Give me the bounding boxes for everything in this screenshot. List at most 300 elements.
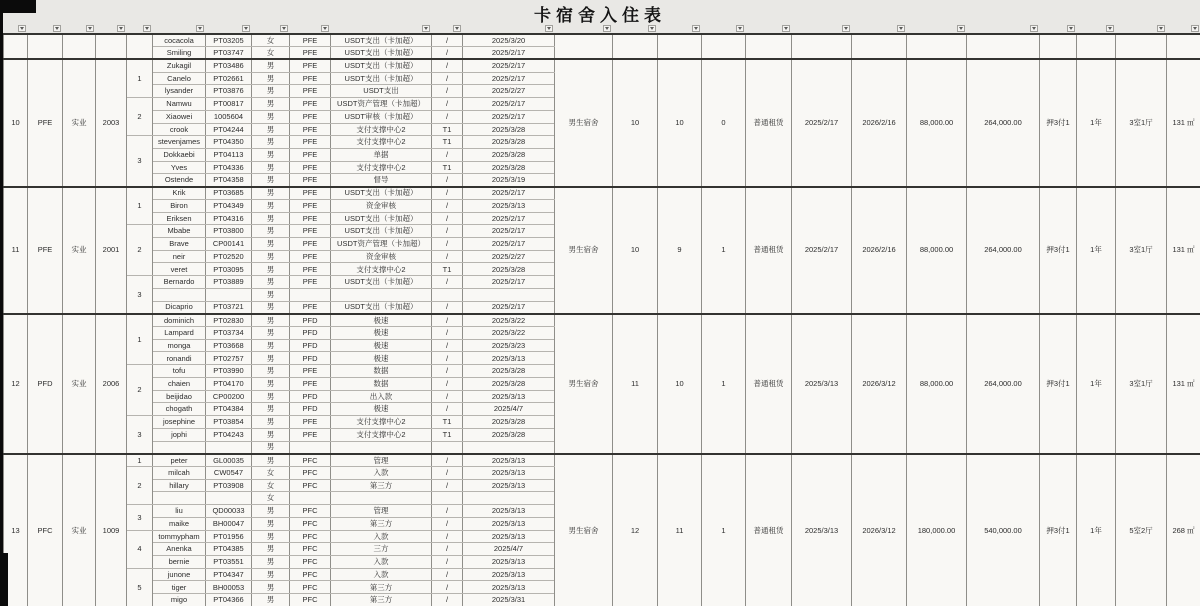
cell-join-date[interactable]: 2025/3/28 xyxy=(463,123,555,136)
cell-dorm-type[interactable]: 男生宿舍 xyxy=(555,187,613,314)
cell-total-amount[interactable]: 264,000.00 xyxy=(967,187,1040,314)
cell-join-date[interactable]: 2025/3/13 xyxy=(463,530,555,543)
filter-arrow-icon[interactable] xyxy=(1067,25,1075,32)
cell-t1[interactable]: / xyxy=(432,377,463,390)
cell-gender[interactable]: 男 xyxy=(252,161,290,174)
filter-arrow-icon[interactable] xyxy=(1030,25,1038,32)
cell-job[interactable]: USDT资产管理（卡加超） xyxy=(331,98,432,111)
cell-lease-start[interactable] xyxy=(792,34,852,59)
cell-biz-type[interactable] xyxy=(63,34,96,59)
cell-biz-type[interactable]: 实业 xyxy=(63,454,96,606)
cell-room-no[interactable]: 1009 xyxy=(96,454,127,606)
cell-id[interactable]: PT03205 xyxy=(206,34,252,47)
cell-occupied-count[interactable] xyxy=(658,34,702,59)
filter-arrow-icon[interactable] xyxy=(280,25,288,32)
cell-pay-terms[interactable]: 押3付1 xyxy=(1040,314,1077,454)
cell-id[interactable]: PT04366 xyxy=(206,594,252,606)
cell-name[interactable]: Brave xyxy=(153,238,206,251)
cell-lease-type[interactable]: 普通租赁 xyxy=(746,59,792,186)
cell-name[interactable]: josephine xyxy=(153,416,206,429)
cell-job[interactable]: 支付支撑中心2 xyxy=(331,428,432,441)
cell-t1[interactable]: / xyxy=(432,276,463,289)
filter-arrow-icon[interactable] xyxy=(321,25,329,32)
cell-id[interactable]: PT02830 xyxy=(206,314,252,327)
cell-gender[interactable]: 女 xyxy=(252,34,290,47)
cell-job[interactable]: 出入款 xyxy=(331,390,432,403)
cell-job[interactable]: 单据 xyxy=(331,148,432,161)
cell-job[interactable]: USDT支出（卡加超） xyxy=(331,47,432,60)
cell-id[interactable]: PT03095 xyxy=(206,263,252,276)
cell-vacant-count[interactable]: 1 xyxy=(702,454,746,606)
cell-dept[interactable]: PFC xyxy=(290,517,331,530)
cell-t1[interactable]: / xyxy=(432,148,463,161)
cell-dept[interactable] xyxy=(290,288,331,301)
cell-t1[interactable]: / xyxy=(432,98,463,111)
cell-join-date[interactable] xyxy=(463,288,555,301)
cell-name[interactable]: stevenjames xyxy=(153,136,206,149)
cell-total-amount[interactable] xyxy=(967,34,1040,59)
cell-name[interactable]: tommypham xyxy=(153,530,206,543)
cell-t1[interactable]: T1 xyxy=(432,416,463,429)
cell-dept[interactable]: PFC xyxy=(290,530,331,543)
cell-job[interactable]: USDT支出 xyxy=(331,85,432,98)
cell-gender[interactable]: 男 xyxy=(252,594,290,606)
cell-t1[interactable]: / xyxy=(432,59,463,72)
cell-name[interactable]: chaien xyxy=(153,377,206,390)
cell-lease-type[interactable] xyxy=(746,34,792,59)
cell-job[interactable]: 第三方 xyxy=(331,517,432,530)
cell-gender[interactable]: 男 xyxy=(252,276,290,289)
cell-dept[interactable]: PFC xyxy=(290,555,331,568)
cell-job[interactable]: USDT支出（卡加超） xyxy=(331,225,432,238)
cell-group-no[interactable]: 3 xyxy=(127,505,153,530)
cell-lease-start[interactable]: 2025/2/17 xyxy=(792,187,852,314)
cell-id[interactable]: CW0547 xyxy=(206,466,252,479)
cell-occupied-count[interactable]: 10 xyxy=(658,314,702,454)
cell-id[interactable]: PT04243 xyxy=(206,428,252,441)
cell-name[interactable]: neir xyxy=(153,250,206,263)
cell-dept[interactable]: PFC xyxy=(290,454,331,467)
cell-id[interactable]: PT03685 xyxy=(206,187,252,200)
filter-arrow-icon[interactable] xyxy=(736,25,744,32)
cell-job[interactable]: 支付支撑中心2 xyxy=(331,136,432,149)
cell-gender[interactable]: 男 xyxy=(252,530,290,543)
cell-job[interactable] xyxy=(331,492,432,505)
cell-gender[interactable]: 男 xyxy=(252,174,290,187)
cell-name[interactable]: milcah xyxy=(153,466,206,479)
cell-pay-terms[interactable]: 押3付1 xyxy=(1040,187,1077,314)
cell-join-date[interactable]: 2025/2/17 xyxy=(463,72,555,85)
cell-dept[interactable]: PFD xyxy=(290,352,331,365)
cell-id[interactable]: PT04349 xyxy=(206,199,252,212)
cell-id[interactable]: PT04350 xyxy=(206,136,252,149)
cell-dept[interactable]: PFE xyxy=(290,377,331,390)
cell-name[interactable]: Bernardo xyxy=(153,276,206,289)
cell-name[interactable]: Canelo xyxy=(153,72,206,85)
cell-t1[interactable]: / xyxy=(432,454,463,467)
cell-job[interactable]: 第三方 xyxy=(331,594,432,606)
cell-gender[interactable]: 男 xyxy=(252,314,290,327)
cell-gender[interactable]: 男 xyxy=(252,505,290,518)
cell-job[interactable]: USDT支出（卡加超） xyxy=(331,212,432,225)
cell-gender[interactable]: 女 xyxy=(252,479,290,492)
cell-gender[interactable]: 女 xyxy=(252,466,290,479)
filter-arrow-icon[interactable] xyxy=(196,25,204,32)
cell-t1[interactable]: / xyxy=(432,174,463,187)
cell-t1[interactable] xyxy=(432,441,463,454)
cell-name[interactable]: veret xyxy=(153,263,206,276)
filter-arrow-icon[interactable] xyxy=(242,25,250,32)
cell-job[interactable]: 极速 xyxy=(331,327,432,340)
cell-t1[interactable]: / xyxy=(432,187,463,200)
cell-gender[interactable]: 男 xyxy=(252,85,290,98)
cell-rent[interactable]: 88,000.00 xyxy=(907,187,967,314)
cell-join-date[interactable]: 2025/3/13 xyxy=(463,454,555,467)
cell-id[interactable]: PT03551 xyxy=(206,555,252,568)
cell-job[interactable]: 数据 xyxy=(331,377,432,390)
cell-total-amount[interactable]: 264,000.00 xyxy=(967,59,1040,186)
cell-dorm-type[interactable]: 男生宿舍 xyxy=(555,314,613,454)
cell-join-date[interactable]: 2025/2/17 xyxy=(463,212,555,225)
cell-lease-type[interactable]: 普通租赁 xyxy=(746,187,792,314)
cell-gender[interactable]: 女 xyxy=(252,492,290,505)
cell-t1[interactable]: / xyxy=(432,110,463,123)
cell-id[interactable]: PT04347 xyxy=(206,568,252,581)
cell-dept[interactable] xyxy=(290,492,331,505)
cell-pay-terms[interactable]: 押3付1 xyxy=(1040,59,1077,186)
cell-group-no[interactable]: 3 xyxy=(127,136,153,187)
cell-join-date[interactable]: 2025/4/7 xyxy=(463,543,555,556)
cell-rent[interactable]: 88,000.00 xyxy=(907,314,967,454)
cell-job[interactable]: 第三方 xyxy=(331,479,432,492)
cell-area[interactable]: 131 ㎡ xyxy=(1167,187,1200,314)
cell-name[interactable]: monga xyxy=(153,339,206,352)
cell-job[interactable]: 督导 xyxy=(331,174,432,187)
cell-dept-merged[interactable]: PFD xyxy=(28,314,63,454)
cell-pay-terms[interactable] xyxy=(1040,34,1077,59)
cell-bed-count[interactable]: 11 xyxy=(613,314,658,454)
cell-t1[interactable]: / xyxy=(432,568,463,581)
cell-t1[interactable]: / xyxy=(432,581,463,594)
cell-vacant-count[interactable]: 1 xyxy=(702,187,746,314)
cell-id[interactable]: PT02757 xyxy=(206,352,252,365)
cell-dept[interactable]: PFC xyxy=(290,543,331,556)
cell-id[interactable]: PT03721 xyxy=(206,301,252,314)
cell-name[interactable]: junone xyxy=(153,568,206,581)
cell-id[interactable]: PT03876 xyxy=(206,85,252,98)
cell-group-no[interactable]: 1 xyxy=(127,59,153,97)
cell-name[interactable] xyxy=(153,492,206,505)
cell-name[interactable]: Mbabe xyxy=(153,225,206,238)
cell-dept-merged[interactable]: PFE xyxy=(28,187,63,314)
cell-dept[interactable]: PFE xyxy=(290,148,331,161)
cell-lease-type[interactable]: 普通租赁 xyxy=(746,454,792,606)
cell-bed-count[interactable] xyxy=(613,34,658,59)
filter-arrow-icon[interactable] xyxy=(1157,25,1165,32)
cell-id[interactable]: PT03990 xyxy=(206,365,252,378)
cell-bed-count[interactable]: 12 xyxy=(613,454,658,606)
cell-id[interactable]: 1005604 xyxy=(206,110,252,123)
cell-name[interactable]: Dokkaebi xyxy=(153,148,206,161)
cell-gender[interactable]: 男 xyxy=(252,454,290,467)
cell-lease-term[interactable]: 1年 xyxy=(1077,454,1116,606)
cell-gender[interactable]: 女 xyxy=(252,47,290,60)
cell-name[interactable]: dominich xyxy=(153,314,206,327)
cell-group-no[interactable]: 3 xyxy=(127,276,153,314)
cell-occupied-count[interactable]: 9 xyxy=(658,187,702,314)
cell-room-no[interactable]: 2001 xyxy=(96,187,127,314)
cell-join-date[interactable]: 2025/2/17 xyxy=(463,301,555,314)
cell-seq[interactable] xyxy=(4,34,28,59)
cell-join-date[interactable]: 2025/3/28 xyxy=(463,428,555,441)
cell-name[interactable]: lysander xyxy=(153,85,206,98)
cell-id[interactable]: PT04170 xyxy=(206,377,252,390)
cell-name[interactable]: Eriksen xyxy=(153,212,206,225)
cell-gender[interactable]: 男 xyxy=(252,148,290,161)
cell-name[interactable] xyxy=(153,441,206,454)
cell-id[interactable]: CP00200 xyxy=(206,390,252,403)
cell-dept[interactable]: PFE xyxy=(290,225,331,238)
cell-t1[interactable]: / xyxy=(432,314,463,327)
filter-arrow-icon[interactable] xyxy=(86,25,94,32)
cell-id[interactable]: PT04385 xyxy=(206,543,252,556)
cell-occupied-count[interactable]: 10 xyxy=(658,59,702,186)
cell-gender[interactable]: 男 xyxy=(252,441,290,454)
cell-join-date[interactable]: 2025/3/19 xyxy=(463,174,555,187)
cell-t1[interactable]: / xyxy=(432,505,463,518)
cell-area[interactable] xyxy=(1167,34,1200,59)
cell-room-layout[interactable]: 3室1厅 xyxy=(1116,187,1167,314)
cell-vacant-count[interactable]: 0 xyxy=(702,59,746,186)
cell-job[interactable]: 极速 xyxy=(331,314,432,327)
cell-group-no[interactable]: 5 xyxy=(127,568,153,606)
cell-group-no[interactable]: 1 xyxy=(127,314,153,365)
cell-job[interactable]: USDT支出（卡加超） xyxy=(331,34,432,47)
cell-join-date[interactable]: 2025/2/17 xyxy=(463,59,555,72)
cell-gender[interactable]: 男 xyxy=(252,568,290,581)
cell-gender[interactable]: 男 xyxy=(252,288,290,301)
cell-dept[interactable]: PFE xyxy=(290,174,331,187)
cell-name[interactable]: bernie xyxy=(153,555,206,568)
cell-dept[interactable]: PFE xyxy=(290,212,331,225)
cell-lease-end[interactable]: 2026/3/12 xyxy=(852,454,907,606)
filter-arrow-icon[interactable] xyxy=(648,25,656,32)
cell-id[interactable]: PT02661 xyxy=(206,72,252,85)
cell-join-date[interactable]: 2025/3/28 xyxy=(463,148,555,161)
cell-id[interactable]: PT04336 xyxy=(206,161,252,174)
cell-name[interactable]: Lampard xyxy=(153,327,206,340)
cell-bed-count[interactable]: 10 xyxy=(613,187,658,314)
cell-name[interactable]: Krik xyxy=(153,187,206,200)
cell-t1[interactable]: / xyxy=(432,390,463,403)
cell-bed-count[interactable]: 10 xyxy=(613,59,658,186)
cell-dept[interactable]: PFC xyxy=(290,479,331,492)
cell-id[interactable]: PT04358 xyxy=(206,174,252,187)
cell-name[interactable]: cocacola xyxy=(153,34,206,47)
cell-dept[interactable]: PFE xyxy=(290,276,331,289)
cell-group-no[interactable]: 4 xyxy=(127,530,153,568)
cell-job[interactable]: 管理 xyxy=(331,454,432,467)
cell-dept[interactable]: PFC xyxy=(290,568,331,581)
cell-id[interactable]: PT01956 xyxy=(206,530,252,543)
cell-join-date[interactable]: 2025/2/17 xyxy=(463,238,555,251)
cell-gender[interactable]: 男 xyxy=(252,98,290,111)
cell-room-layout[interactable]: 3室1厅 xyxy=(1116,59,1167,186)
cell-id[interactable]: PT03854 xyxy=(206,416,252,429)
filter-arrow-icon[interactable] xyxy=(53,25,61,32)
cell-job[interactable]: 入款 xyxy=(331,466,432,479)
cell-dept[interactable]: PFE xyxy=(290,238,331,251)
cell-room-layout[interactable]: 5室2厅 xyxy=(1116,454,1167,606)
cell-dept[interactable]: PFD xyxy=(290,339,331,352)
cell-name[interactable]: Anenka xyxy=(153,543,206,556)
cell-lease-end[interactable]: 2026/2/16 xyxy=(852,187,907,314)
cell-dept[interactable]: PFE xyxy=(290,365,331,378)
cell-gender[interactable]: 男 xyxy=(252,327,290,340)
cell-gender[interactable]: 男 xyxy=(252,225,290,238)
cell-group-no[interactable] xyxy=(127,34,153,59)
cell-id[interactable]: PT03734 xyxy=(206,327,252,340)
cell-name[interactable]: hillary xyxy=(153,479,206,492)
cell-join-date[interactable]: 2025/3/23 xyxy=(463,339,555,352)
cell-t1[interactable]: / xyxy=(432,327,463,340)
cell-total-amount[interactable]: 264,000.00 xyxy=(967,314,1040,454)
cell-lease-start[interactable]: 2025/3/13 xyxy=(792,314,852,454)
cell-join-date[interactable]: 2025/3/13 xyxy=(463,568,555,581)
cell-join-date[interactable]: 2025/3/28 xyxy=(463,416,555,429)
cell-t1[interactable]: / xyxy=(432,72,463,85)
cell-dept[interactable]: PFE xyxy=(290,428,331,441)
cell-dept[interactable]: PFE xyxy=(290,161,331,174)
cell-dept[interactable]: PFD xyxy=(290,314,331,327)
cell-job[interactable] xyxy=(331,288,432,301)
cell-dept-merged[interactable]: PFC xyxy=(28,454,63,606)
cell-job[interactable]: 支付支撑中心2 xyxy=(331,123,432,136)
cell-dept[interactable]: PFC xyxy=(290,505,331,518)
cell-id[interactable]: GL00035 xyxy=(206,454,252,467)
cell-t1[interactable] xyxy=(432,492,463,505)
cell-job[interactable]: USDT支出（卡加超） xyxy=(331,187,432,200)
cell-t1[interactable]: / xyxy=(432,238,463,251)
cell-join-date[interactable]: 2025/2/17 xyxy=(463,98,555,111)
cell-biz-type[interactable]: 实业 xyxy=(63,314,96,454)
cell-t1[interactable] xyxy=(432,288,463,301)
cell-id[interactable]: QD00033 xyxy=(206,505,252,518)
cell-area[interactable]: 268 ㎡ xyxy=(1167,454,1200,606)
filter-arrow-icon[interactable] xyxy=(1191,25,1199,32)
cell-dept[interactable]: PFE xyxy=(290,136,331,149)
filter-arrow-icon[interactable] xyxy=(782,25,790,32)
cell-job[interactable]: 极速 xyxy=(331,352,432,365)
cell-dept[interactable]: PFE xyxy=(290,187,331,200)
cell-id[interactable]: PT04244 xyxy=(206,123,252,136)
filter-arrow-icon[interactable] xyxy=(842,25,850,32)
cell-id[interactable]: PT04384 xyxy=(206,403,252,416)
cell-dept[interactable]: PFE xyxy=(290,416,331,429)
cell-id[interactable] xyxy=(206,492,252,505)
cell-gender[interactable]: 男 xyxy=(252,238,290,251)
cell-t1[interactable]: T1 xyxy=(432,428,463,441)
cell-name[interactable]: crook xyxy=(153,123,206,136)
filter-arrow-icon[interactable] xyxy=(1106,25,1114,32)
cell-name[interactable]: beijidao xyxy=(153,390,206,403)
cell-t1[interactable]: / xyxy=(432,225,463,238)
cell-t1[interactable]: / xyxy=(432,530,463,543)
cell-vacant-count[interactable]: 1 xyxy=(702,314,746,454)
cell-dept[interactable]: PFE xyxy=(290,85,331,98)
cell-dorm-type[interactable]: 男生宿舍 xyxy=(555,454,613,606)
cell-name[interactable]: Yves xyxy=(153,161,206,174)
cell-t1[interactable]: / xyxy=(432,352,463,365)
cell-room-no[interactable]: 2006 xyxy=(96,314,127,454)
cell-gender[interactable]: 男 xyxy=(252,187,290,200)
cell-gender[interactable]: 男 xyxy=(252,301,290,314)
cell-id[interactable]: PT03747 xyxy=(206,47,252,60)
cell-id[interactable]: CP00141 xyxy=(206,238,252,251)
cell-gender[interactable]: 男 xyxy=(252,110,290,123)
cell-biz-type[interactable]: 实业 xyxy=(63,187,96,314)
cell-lease-term[interactable]: 1年 xyxy=(1077,314,1116,454)
cell-dept[interactable]: PFE xyxy=(290,98,331,111)
cell-t1[interactable]: / xyxy=(432,555,463,568)
cell-id[interactable] xyxy=(206,288,252,301)
cell-join-date[interactable]: 2025/3/13 xyxy=(463,466,555,479)
cell-join-date[interactable]: 2025/3/13 xyxy=(463,505,555,518)
cell-name[interactable]: Dicaprio xyxy=(153,301,206,314)
filter-arrow-icon[interactable] xyxy=(143,25,151,32)
cell-gender[interactable]: 男 xyxy=(252,212,290,225)
cell-dept[interactable]: PFD xyxy=(290,390,331,403)
cell-name[interactable]: migo xyxy=(153,594,206,606)
cell-t1[interactable]: T1 xyxy=(432,263,463,276)
cell-id[interactable]: BH00047 xyxy=(206,517,252,530)
cell-lease-end[interactable]: 2026/3/12 xyxy=(852,314,907,454)
cell-join-date[interactable]: 2025/3/28 xyxy=(463,136,555,149)
cell-dorm-type[interactable]: 男生宿舍 xyxy=(555,59,613,186)
cell-dept[interactable]: PFE xyxy=(290,263,331,276)
cell-dept[interactable]: PFC xyxy=(290,594,331,606)
cell-join-date[interactable]: 2025/2/17 xyxy=(463,110,555,123)
cell-job[interactable]: 管理 xyxy=(331,505,432,518)
cell-room-no[interactable] xyxy=(96,34,127,59)
filter-arrow-icon[interactable] xyxy=(453,25,461,32)
cell-id[interactable]: PT04113 xyxy=(206,148,252,161)
cell-gender[interactable]: 男 xyxy=(252,390,290,403)
cell-gender[interactable]: 男 xyxy=(252,365,290,378)
cell-name[interactable]: ronandi xyxy=(153,352,206,365)
cell-join-date[interactable]: 2025/2/17 xyxy=(463,47,555,60)
cell-dept-merged[interactable]: PFE xyxy=(28,59,63,186)
cell-join-date[interactable]: 2025/3/13 xyxy=(463,517,555,530)
cell-rent[interactable]: 180,000.00 xyxy=(907,454,967,606)
cell-name[interactable]: chogath xyxy=(153,403,206,416)
cell-join-date[interactable]: 2025/2/17 xyxy=(463,187,555,200)
cell-t1[interactable]: T1 xyxy=(432,136,463,149)
cell-seq[interactable]: 12 xyxy=(4,314,28,454)
cell-group-no[interactable]: 1 xyxy=(127,454,153,467)
cell-dept[interactable]: PFE xyxy=(290,47,331,60)
cell-job[interactable]: 三方 xyxy=(331,543,432,556)
cell-t1[interactable]: / xyxy=(432,543,463,556)
cell-dept[interactable]: PFE xyxy=(290,199,331,212)
cell-name[interactable]: Namwu xyxy=(153,98,206,111)
cell-group-no[interactable]: 2 xyxy=(127,466,153,504)
cell-gender[interactable]: 男 xyxy=(252,123,290,136)
cell-job[interactable]: USDT支出（卡加超） xyxy=(331,72,432,85)
cell-id[interactable] xyxy=(206,441,252,454)
cell-join-date[interactable]: 2025/3/22 xyxy=(463,327,555,340)
cell-join-date[interactable]: 2025/3/28 xyxy=(463,161,555,174)
